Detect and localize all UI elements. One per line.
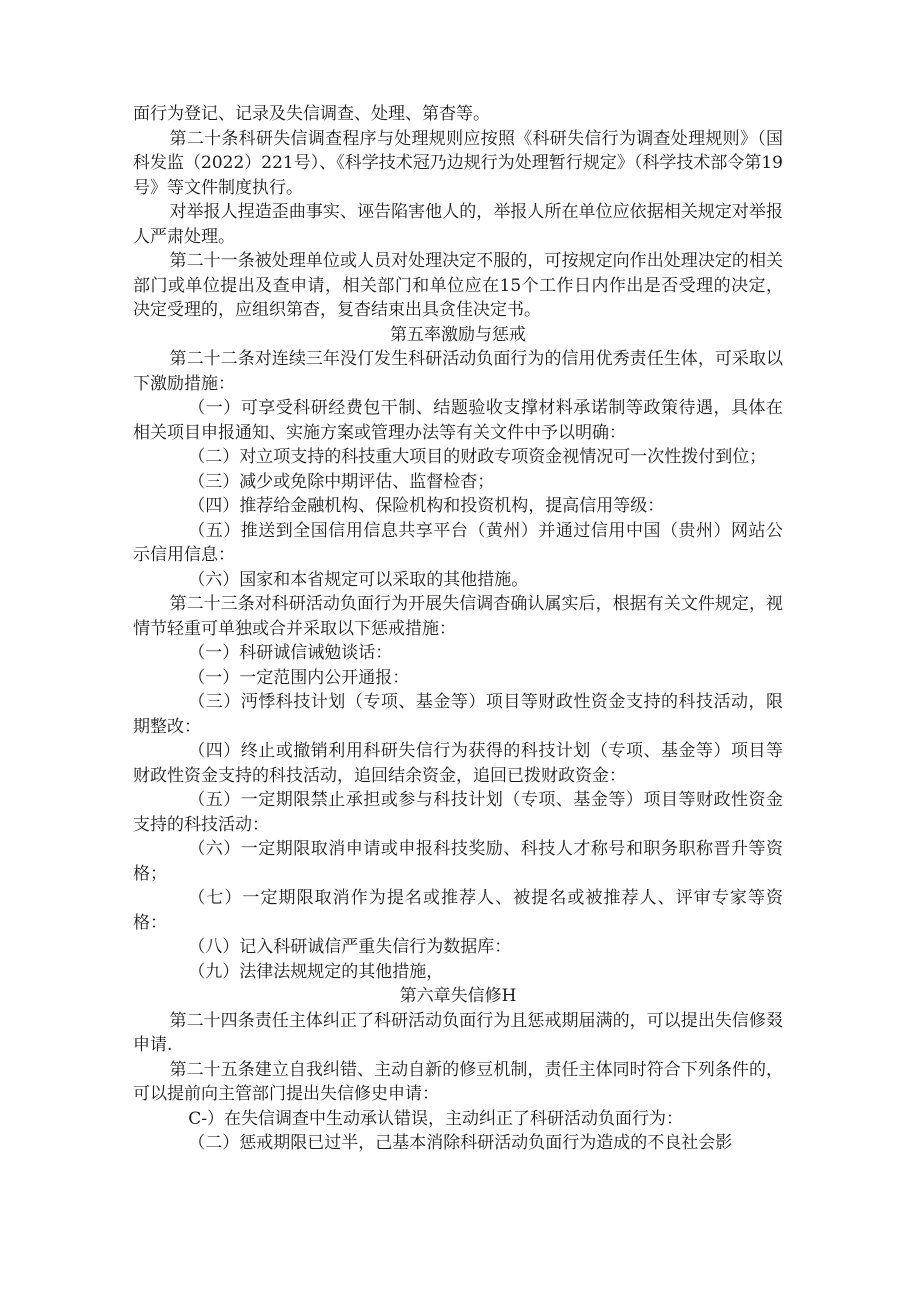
list-item: （五）推送到全国信用信息共享平台（黄州）并通过信用中国（贵州）网站公示信用信息： [133,520,783,565]
list-item: （一）可享受科研经费包干制、结题验收支撑材料承诺制等政策待遇，具体在相关项目申报通知、实施方案或管理办法等有关文件中予以明确： [133,398,783,443]
list-item: （二）对立项支持的科技重大项目的财政专项资金视情况可一次性拨付到位； [188,447,767,467]
list-item: C-）在失信调查中生动承认错误，主动纠正了科研活动负面行为： [188,1108,684,1129]
chapter-heading: 第五率激励与惩戒 [390,324,526,345]
list-item: （八）记入科研诚信严重失信行为数据库： [188,937,512,957]
list-item: （一）科研诚信诫勉谈话： [188,643,393,663]
list-item: （七）一定期限取消作为提名或推荐人、被提名或被推荐人、评审专家等资格： [133,888,783,933]
list-item: （六）国家和本省规定可以采取的其他措施。 [188,569,529,590]
list-item: （四）推荐给金融机构、保险机构和投资机构，提高信用等级： [188,496,665,516]
list-item: （一）一定范围内公开通报： [188,667,410,688]
paragraph: 第二十一条被处理单位或人员对处理决定不服的，可按规定向作出处理决定的相关部门或单位提出及查申请，相关部门和单位应在15个工作日内作出是否受理的决定，决定受理的，应组织第杳，复杳结束出具贪佳决定书。 [133,251,783,320]
list-item: （五）一定期限禁止承担或参与科技计划（专项、基金等）项目等财政性资金支持的科技活动： [133,790,783,835]
paragraph: 对举报人捏造歪曲事实、诬告陷害他人的，举报人所在单位应依据相关规定对举报人严肃处理。 [133,202,783,247]
list-item: （三）减少或免除中期评估、监督检杳； [188,471,495,492]
paragraph: 第二十三条对科研活动负面行为开展失信调杳确认属实后，根据有关文件规定，视情节轻重可单独或合并采取以下惩戒措施： [133,594,783,639]
paragraph: 第二十条科研失信调查程序与处理规则应按照《科研失信行为调查处理规则》（国科发监（2022）221号）、《科学技术冠乃边规行为处理暂行规定》（科学技术部令第19号》等文件制度执行。 [133,128,783,198]
list-item: （二）惩戒期限已过半，己基本消除科研活动负面行为造成的不良社会影 [188,1133,733,1153]
paragraph: 第二十四条责任主体纠正了科研活动负面行为且惩戒期届满的，可以提出失信修叕申请. [133,1010,783,1055]
paragraph-continuation: 面行为登记、记录及失信调查、处理、第杳等。 [133,104,490,124]
paragraph: 第二十二条对连续三年没仃发生科研活动负面行为的信用优秀责任生体，可采取以下激励措施： [133,349,783,394]
list-item: （九）法律法规规定的其他措施， [188,961,444,982]
paragraph: 第二十五条建立自我纠错、主动自新的修豆机制，责任主体同时符合下列条件的，可以提前向主管部门提出失信修史申请： [133,1059,783,1104]
document-page [133,102,783,1156]
list-item: （三）沔悸科技计划（专项、基金等）项目等财政性资金支持的科技活动，限期整改： [133,692,783,737]
list-item: （六）一定期限取消申请或申报科技奖励、科技人才称号和职务职称晋升等资格； [133,839,783,884]
list-item: （四）终止或撤销利用科研失信行为获得的科技计划（专项、基金等）项目等财政性资金支持的科技活动，追回结余资金，追回已拨财政资金： [133,741,783,786]
chapter-heading: 第六章失信修H [399,986,517,1006]
